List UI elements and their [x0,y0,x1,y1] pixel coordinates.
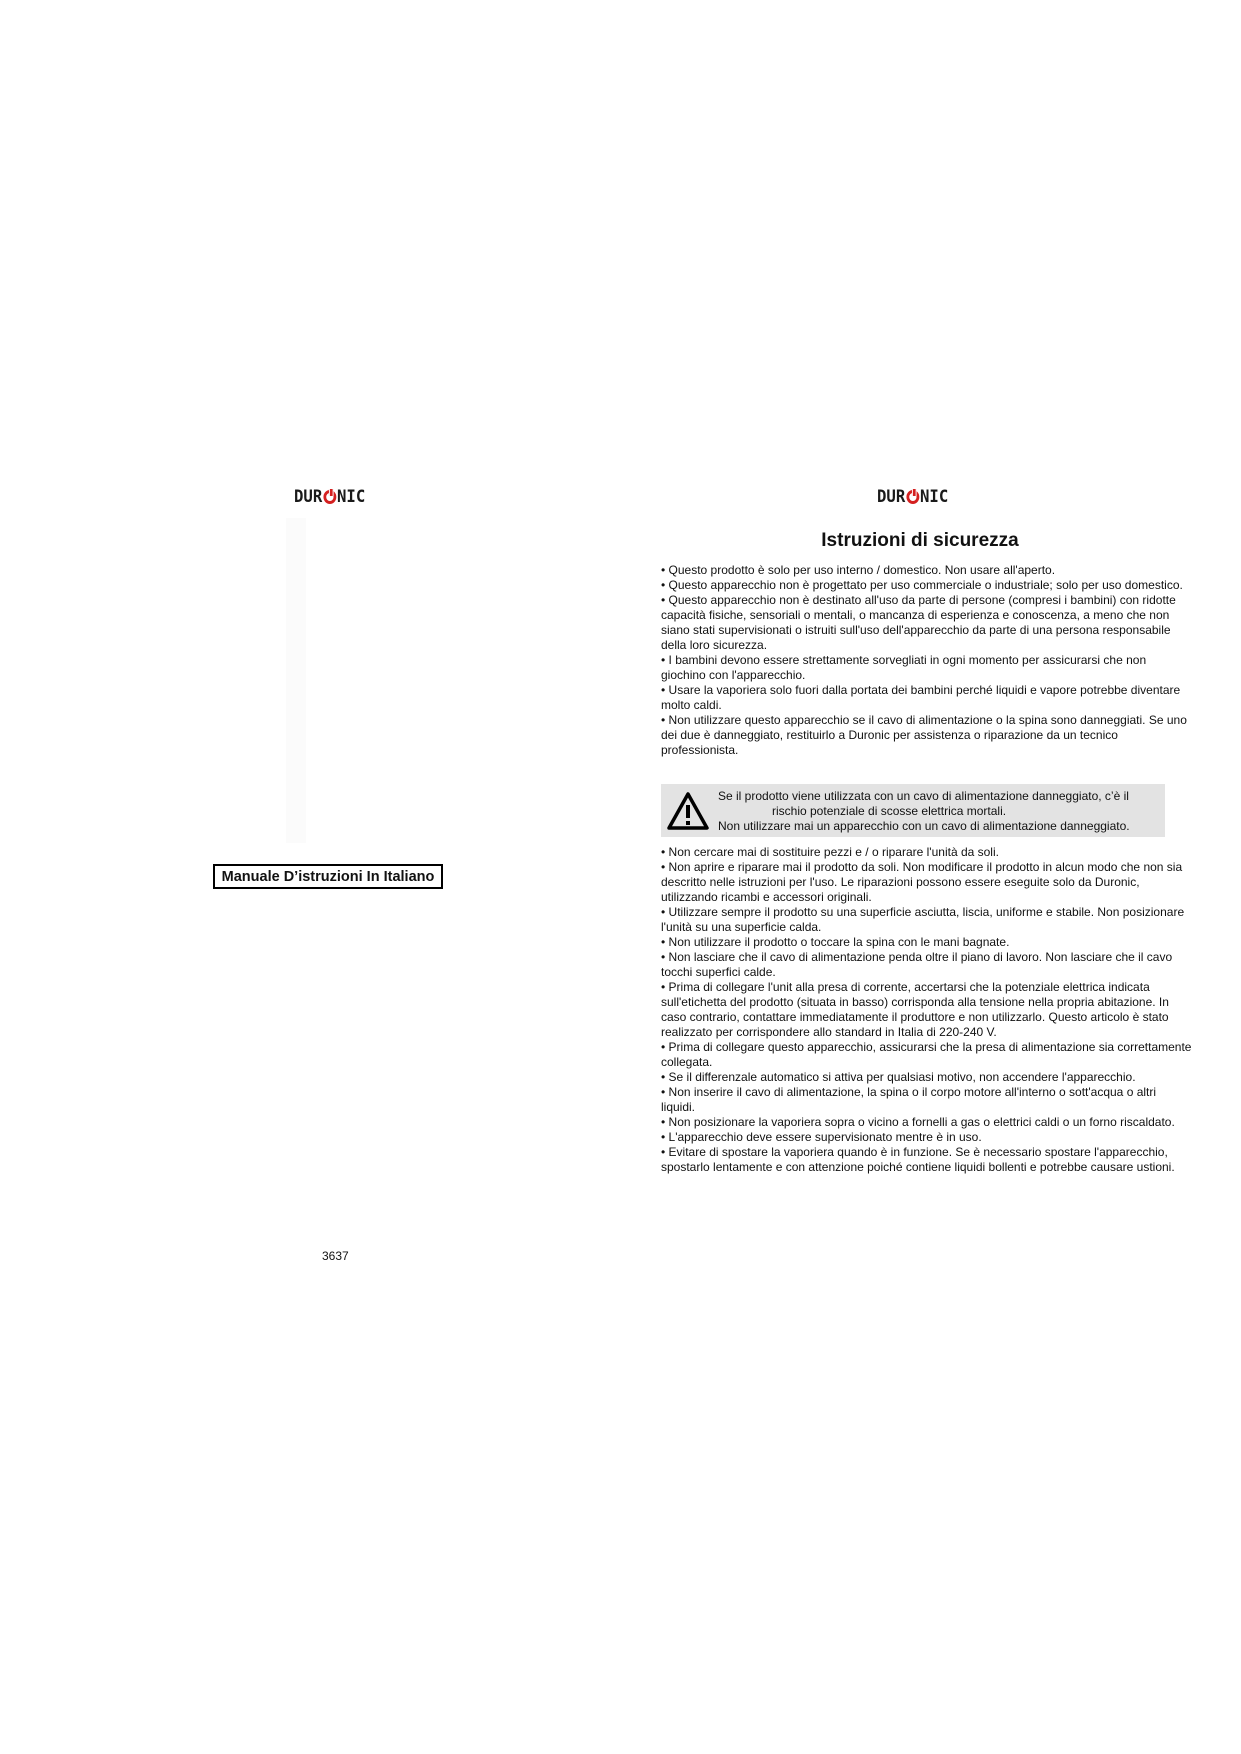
warning-triangle-icon [667,792,709,830]
safety-item: • Utilizzare sempre il prodotto su una superficie asciutta, liscia, uniforme e stabile. Non posizionare l'unità su una superficie calda. [661,905,1185,934]
power-ring-icon [323,490,336,504]
faint-panel [286,518,306,843]
safety-item: • Se il differenzale automatico si attiva per qualsiasi motivo, non accendere l'apparecchio. [661,1070,1136,1084]
page-title: Istruzioni di sicurezza [821,530,1019,551]
warning-line-2: rischio potenziale di scosse elettrica mortali. [772,804,1007,818]
safety-item: • Questo apparecchio non è destinato all'uso da parte di persone (compresi i bambini) con ridotte capacità fisiche, sensoriali o mentali, o mancanza di esperienza e conoscenza, a meno che non siano stati supervisionati o istruiti sull'uso dell'apparecchio da parte di una persona responsabile della loro sicurezza. [661,593,1176,652]
safety-item: • Non utilizzare questo apparecchio se il cavo di alimentazione o la spina sono danneggiati. Se uno dei due è danneggiato, restituirlo a Duronic per assistenza o riparazione da un tecnico professionista. [661,713,1187,757]
safety-item: • Non utilizzare il prodotto o toccare la spina con le mani bagnate. [661,935,1010,949]
duronic-logo-left: DUR NIC [294,487,366,507]
safety-item: • Non posizionare la vaporiera sopra o vicino a fornelli a gas o elettrici caldi o un forno riscaldato. [661,1115,1175,1129]
safety-item: • Non lasciare che il cavo di alimentazione penda oltre il piano di lavoro. Non lasciare che il cavo tocchi superfici calde. [661,950,1173,979]
safety-item: • Non cercare mai di sostituire pezzi e / o riparare l'unità da soli. [661,845,999,859]
duronic-logo-right: DUR NIC [877,487,949,507]
safety-item: • I bambini devono essere strettamente sorvegliati in ogni momento per assicurarsi che non giochino con l'apparecchio. [661,653,1147,682]
warning-line-1: Se il prodotto viene utilizzata con un cavo di alimentazione danneggiato, c’è il [718,789,1129,803]
safety-item: • Questo prodotto è solo per uso interno / domestico. Non usare all'aperto. [661,563,1056,577]
page-number: 3637 [322,1249,349,1263]
safety-item: • Questo apparecchio non è progettato per uso commerciale o industriale; solo per uso domestico. [661,578,1183,592]
warning-box [661,784,1165,837]
safety-item: • Non inserire il cavo di alimentazione, la spina o il corpo motore all'interno o sott'acqua o altri liquidi. [661,1085,1157,1114]
power-ring-icon [906,490,919,504]
safety-item: • Non aprire e riparare mai il prodotto da soli. Non modificare il prodotto in alcun modo che non sia descritto nelle istruzioni per l'uso. Le riparazioni possono essere eseguite solo da Duronic, utilizzando ricambi e accessori originali. [661,860,1183,904]
safety-item: • Evitare di spostare la vaporiera quando è in funzione. Se è necessario spostare l'apparecchio, spostarlo lentamente e con attenzione poiché contiene liquidi bollenti e potrebbe causare ustioni. [661,1145,1175,1174]
safety-item: • L'apparecchio deve essere supervisionato mentre è in uso. [661,1130,982,1144]
safety-item: • Prima di collegare l'unit alla presa di corrente, accertarsi che la potenziale elettrica indicata sull'etichetta del prodotto (situata in basso) corrisponda alla tensione nella propria abitazione. In caso contrario, contattare immediatamente il produttore e non utilizzarlo. Questo articolo è stato realizzato per corrispondere allo standard in Italia di 220-240 V. [661,980,1169,1039]
warning-line-3: Non utilizzare mai un apparecchio con un cavo di alimentazione danneggiato. [718,819,1130,833]
safety-list-before-warning [661,563,1193,758]
safety-list-after-warning [661,845,1193,1175]
safety-item: • Prima di collegare questo apparecchio, assicurarsi che la presa di alimentazione sia correttamente collegata. [661,1040,1192,1069]
manual-language-label: Manuale D’istruzioni In Italiano [213,864,443,889]
safety-item: • Usare la vaporiera solo fuori dalla portata dei bambini perché liquidi e vapore potrebbe diventare molto caldi. [661,683,1181,712]
